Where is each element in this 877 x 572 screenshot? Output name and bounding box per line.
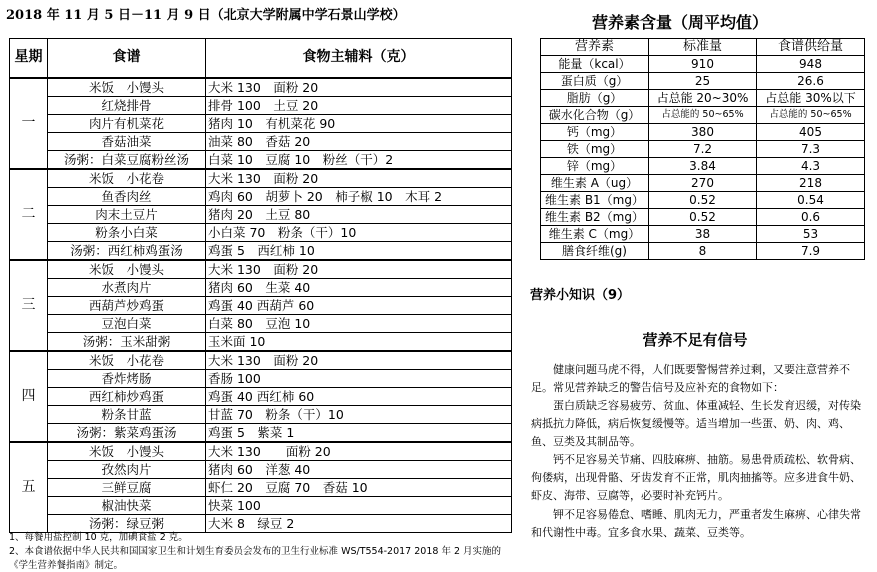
- dish-ingredients: 快菜 100: [206, 496, 512, 514]
- menu-header: 2018 年 11 月 5 日－11 月 9 日（北京大学附属中学石景山学校）: [6, 8, 406, 23]
- standard-amount: 0.52: [649, 209, 757, 226]
- supply-amount: 26.6: [757, 73, 865, 90]
- menu-row: [10, 132, 512, 150]
- dish-ingredients: 大米 130 面粉 20: [206, 260, 512, 279]
- nutrient-name: 铁（mg）: [541, 141, 649, 158]
- tips-paragraph: 健康问题马虎不得，人们既要警惕营养过剩，又要注意营养不足。常见营养缺乏的警告信号及应补充的食物如下：: [531, 363, 850, 394]
- standard-amount: 8: [649, 243, 757, 260]
- dish-ingredients: 猪肉 60 洋葱 40: [206, 460, 512, 478]
- dish-ingredients: 鸡蛋 40 西葫芦 60: [206, 296, 512, 314]
- nutrition-row: [541, 192, 865, 209]
- dish-ingredients: 虾仁 20 豆腐 70 香菇 10: [206, 478, 512, 496]
- nutrient-name: 钙（mg）: [541, 124, 649, 141]
- standard-amount: 占总能 20~30%: [649, 90, 757, 107]
- dish-ingredients: 香肠 100: [206, 369, 512, 387]
- dish-name: 汤粥：绿豆粥: [48, 514, 206, 532]
- menu-row: [10, 423, 512, 442]
- supply-amount: 占总能 30%以下: [757, 90, 865, 107]
- note-2: 2、本食谱依据中华人民共和国国家卫生和计划生育委员会发布的卫生行业标准 WS/T554-2017 2018 年 2 月实施的《学生营养餐指南》制定。: [9, 546, 502, 571]
- dish-ingredients: 猪肉 20 土豆 80: [206, 205, 512, 223]
- supply-amount: 占总能的 50~65%: [757, 107, 865, 124]
- nutrient-name: 蛋白质（g）: [541, 73, 649, 90]
- menu-row: [10, 514, 512, 532]
- nutrient-name: 碳水化合物（g）: [541, 107, 649, 124]
- day-label: 二: [10, 169, 48, 260]
- dish-ingredients: 猪肉 60 生菜 40: [206, 278, 512, 296]
- dish-ingredients: 大米 130 面粉 20: [206, 169, 512, 188]
- menu-row: [10, 351, 512, 370]
- menu-row: [10, 296, 512, 314]
- menu-row: [10, 260, 512, 279]
- nutrition-row: [541, 56, 865, 73]
- nutrition-row: [541, 243, 865, 260]
- supply-amount: 7.9: [757, 243, 865, 260]
- supply-amount: 405: [757, 124, 865, 141]
- nutrition-row: [541, 141, 865, 158]
- supply-amount: 7.3: [757, 141, 865, 158]
- tips-subtitle: 营养小知识（9）: [530, 288, 631, 303]
- dish-ingredients: 鸡肉 60 胡萝卜 20 柿子椒 10 木耳 2: [206, 187, 512, 205]
- dish-name: 香炸烤肠: [48, 369, 206, 387]
- nutrient-name: 维生素 B1（mg）: [541, 192, 649, 209]
- dish-name: 肉片有机菜花: [48, 114, 206, 132]
- col-day-header: 星期: [10, 39, 48, 78]
- nutrition-row: [541, 124, 865, 141]
- standard-amount: 3.84: [649, 158, 757, 175]
- menu-row: [10, 314, 512, 332]
- dish-ingredients: 白菜 80 豆泡 10: [206, 314, 512, 332]
- menu-row: [10, 114, 512, 132]
- dish-name: 鱼香肉丝: [48, 187, 206, 205]
- nutrient-name: 膳食纤维(g): [541, 243, 649, 260]
- standard-amount: 270: [649, 175, 757, 192]
- dish-name: 汤粥：紫菜鸡蛋汤: [48, 423, 206, 442]
- standard-amount: 0.52: [649, 192, 757, 209]
- standard-amount: 380: [649, 124, 757, 141]
- supply-amount: 948: [757, 56, 865, 73]
- menu-row: [10, 205, 512, 223]
- dish-name: 粉条小白菜: [48, 223, 206, 241]
- dish-ingredients: 排骨 100 土豆 20: [206, 96, 512, 114]
- dish-name: 西红柿炒鸡蛋: [48, 387, 206, 405]
- nutrient-name: 能量（kcal）: [541, 56, 649, 73]
- dish-name: 米饭 小馒头: [48, 78, 206, 97]
- menu-table: [9, 38, 512, 533]
- menu-row: [10, 169, 512, 188]
- nutrient-name: 维生素 B2（mg）: [541, 209, 649, 226]
- nutrition-row: [541, 209, 865, 226]
- dish-name: 米饭 小馒头: [48, 260, 206, 279]
- nutrition-header-row: [541, 39, 865, 56]
- menu-table-header: [10, 39, 512, 78]
- menu-row: [10, 442, 512, 461]
- dish-name: 肉末土豆片: [48, 205, 206, 223]
- supply-amount: 4.3: [757, 158, 865, 175]
- menu-row: [10, 278, 512, 296]
- dish-ingredients: 白菜 10 豆腐 10 粉丝（干）2: [206, 150, 512, 169]
- dish-ingredients: 大米 130 面粉 20: [206, 78, 512, 97]
- menu-row: [10, 405, 512, 423]
- standard-amount: 38: [649, 226, 757, 243]
- menu-row: [10, 150, 512, 169]
- day-label: 三: [10, 260, 48, 351]
- dish-ingredients: 猪肉 10 有机菜花 90: [206, 114, 512, 132]
- dish-name: 西葫芦炒鸡蛋: [48, 296, 206, 314]
- menu-row: [10, 478, 512, 496]
- menu-row: [10, 187, 512, 205]
- standard-amount: 占总能的 50~65%: [649, 107, 757, 124]
- day-label: 四: [10, 351, 48, 442]
- tips-paragraph: 钙不足容易关节痛、四肢麻痹、抽筋。易患骨质疏松、软骨病、佝偻病，出现骨骼、牙齿发育不正常，肌肉抽搐等。应多进食牛奶、虾皮、海带、豆腐等，必要时补充钙片。: [531, 453, 861, 502]
- menu-row: [10, 96, 512, 114]
- nutrition-row: [541, 158, 865, 175]
- dish-name: 汤粥：西红柿鸡蛋汤: [48, 241, 206, 260]
- dish-name: 三鲜豆腐: [48, 478, 206, 496]
- menu-row: [10, 223, 512, 241]
- menu-row: [10, 369, 512, 387]
- nutrition-row: [541, 73, 865, 90]
- col-standard-header: 标准量: [649, 39, 757, 56]
- dish-name: 粉条甘蓝: [48, 405, 206, 423]
- dish-ingredients: 鸡蛋 5 紫菜 1: [206, 423, 512, 442]
- nutrition-title: 营养素含量（周平均值）: [591, 13, 768, 32]
- supply-amount: 0.54: [757, 192, 865, 209]
- tips-title: 营养不足有信号: [642, 331, 748, 349]
- nutrition-row: [541, 175, 865, 192]
- dish-ingredients: 油菜 80 香菇 20: [206, 132, 512, 150]
- nutrient-name: 锌（mg）: [541, 158, 649, 175]
- dish-name: 水煮肉片: [48, 278, 206, 296]
- menu-row: [10, 496, 512, 514]
- dish-name: 椒油快菜: [48, 496, 206, 514]
- menu-row: [10, 387, 512, 405]
- dish-ingredients: 大米 130 面粉 20: [206, 442, 512, 461]
- supply-amount: 218: [757, 175, 865, 192]
- standard-amount: 25: [649, 73, 757, 90]
- dish-name: 米饭 小馒头: [48, 442, 206, 461]
- day-label: 五: [10, 442, 48, 533]
- dish-name: 汤粥：玉米甜粥: [48, 332, 206, 351]
- menu-row: [10, 241, 512, 260]
- supply-amount: 0.6: [757, 209, 865, 226]
- dish-name: 米饭 小花卷: [48, 351, 206, 370]
- dish-ingredients: 大米 8 绿豆 2: [206, 514, 512, 532]
- dish-name: 孜然肉片: [48, 460, 206, 478]
- standard-amount: 910: [649, 56, 757, 73]
- dish-name: 红烧排骨: [48, 96, 206, 114]
- supply-amount: 53: [757, 226, 865, 243]
- nutrient-name: 维生素 A（ug）: [541, 175, 649, 192]
- nutrition-row: [541, 90, 865, 107]
- standard-amount: 7.2: [649, 141, 757, 158]
- nutrition-row: [541, 226, 865, 243]
- menu-row: [10, 460, 512, 478]
- dish-name: 香菇油菜: [48, 132, 206, 150]
- menu-row: [10, 332, 512, 351]
- day-label: 一: [10, 78, 48, 169]
- dish-ingredients: 甘蓝 70 粉条（干）10: [206, 405, 512, 423]
- col-ingredients-header: 食物主辅料（克）: [206, 39, 512, 78]
- nutrition-row: [541, 107, 865, 124]
- menu-notes: [9, 531, 514, 572]
- dish-name: 米饭 小花卷: [48, 169, 206, 188]
- dish-ingredients: 鸡蛋 40 西红柿 60: [206, 387, 512, 405]
- col-nutrient-header: 营养素: [541, 39, 649, 56]
- dish-ingredients: 小白菜 70 粉条（干）10: [206, 223, 512, 241]
- col-supply-header: 食谱供给量: [757, 39, 865, 56]
- nutrient-name: 脂肪（g）: [541, 90, 649, 107]
- dish-ingredients: 鸡蛋 5 西红柿 10: [206, 241, 512, 260]
- dish-ingredients: 玉米面 10: [206, 332, 512, 351]
- note-1: 1、每餐用盐控制 10 克，加碘食盐 2 克。: [9, 532, 188, 543]
- dish-name: 豆泡白菜: [48, 314, 206, 332]
- col-dish-header: 食谱: [48, 39, 206, 78]
- tips-paragraph: 钾不足容易倦怠、嗜睡、肌肉无力，严重者发生麻痹、心律失常和代谢性中毒。宜多食水果、蔬菜、豆类等。: [531, 508, 861, 539]
- nutrition-table: [540, 38, 865, 260]
- nutrient-name: 维生素 C（mg）: [541, 226, 649, 243]
- dish-ingredients: 大米 130 面粉 20: [206, 351, 512, 370]
- dish-name: 汤粥：白菜豆腐粉丝汤: [48, 150, 206, 169]
- tips-paragraph: 蛋白质缺乏容易疲劳、贫血、体重减轻、生长发育迟缓，对传染病抵抗力降低，病后恢复缓慢等。适当增加一些蛋、奶、肉、鸡、鱼、豆类及其制品等。: [531, 399, 861, 448]
- menu-row: [10, 78, 512, 97]
